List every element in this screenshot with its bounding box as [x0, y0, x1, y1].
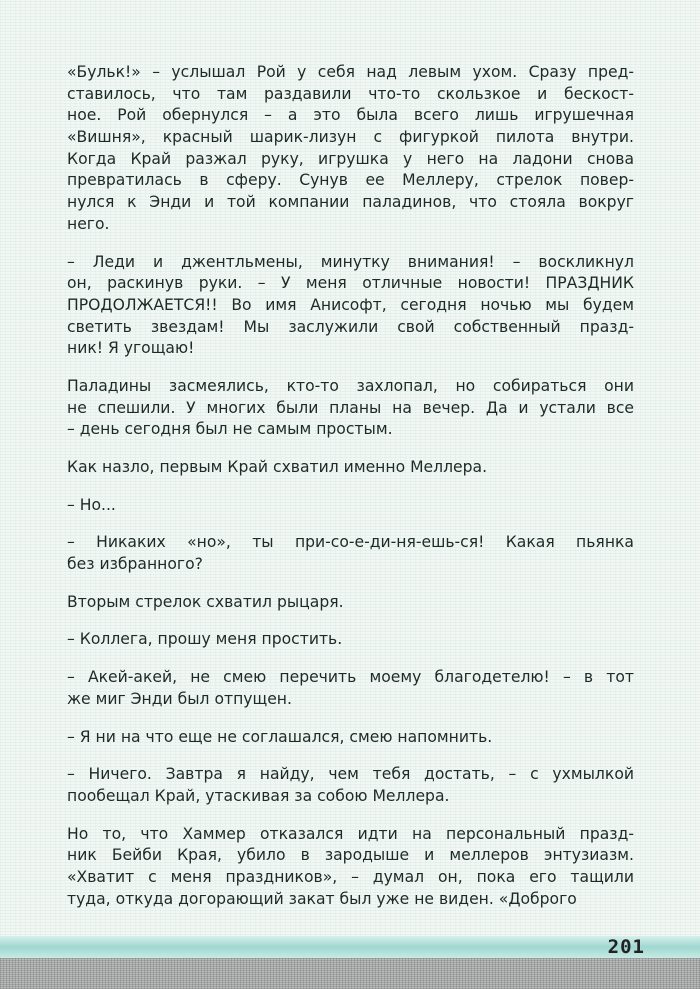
paragraph	[67, 376, 634, 441]
text-line: Как назло, первым Край схватил именно Меллера.	[67, 458, 488, 476]
text-line: – Но...	[67, 495, 116, 514]
text-line: пообещал Край, утаскивая за собою Меллера.	[67, 786, 450, 805]
paragraph	[67, 667, 634, 710]
text-line: – Акей-акей, не смею перечить моему благодетелю! – в тот	[67, 668, 634, 687]
text-line: нулся к Энди и той компании паладинов, что стояла вокруг	[67, 193, 634, 212]
text-line: – Коллега, прошу меня простить.	[67, 630, 343, 649]
text-line: Вторым стрелок схватил рыцаря.	[67, 592, 344, 611]
text-line: – Я ни на что еще не соглашался, смею напомнить.	[67, 727, 493, 746]
paragraph	[67, 252, 634, 360]
text-line: туда, откуда догорающий закат был уже не виден. «Доброго	[67, 889, 577, 908]
page-body-text	[67, 62, 634, 926]
text-line: ное. Рой обернулся – а это была всего лишь игрушечная	[67, 106, 634, 125]
paragraph	[67, 62, 634, 236]
text-line: превратилась в сферу. Сунув ее Меллеру, стрелок повер-	[67, 171, 634, 190]
text-line: – Ничего. Завтра я найду, чем тебя достать, – с ухмылкой	[67, 765, 634, 784]
paragraph	[67, 495, 634, 517]
text-line: он, раскинув руки. – У меня отличные новости! ПРАЗДНИК	[67, 274, 634, 293]
text-line: «Вишня», красный шарик-лизун с фигуркой пилота внутри.	[67, 128, 634, 147]
page-number: 201	[607, 936, 645, 958]
footer-noise-strip	[0, 958, 700, 989]
paragraph	[67, 824, 634, 911]
text-line: – день сегодня был не самым простым.	[67, 420, 393, 439]
text-line: Когда Край разжал руку, игрушка у него на ладони снова	[67, 149, 634, 168]
text-line: не спешили. У многих были планы на вечер. Да и устали все	[67, 398, 634, 417]
paragraph	[67, 592, 634, 614]
text-line: Но то, что Хаммер отказался идти на персональный празд-	[67, 824, 634, 843]
text-line: Паладины засмеялись, кто-то захлопал, но собираться они	[67, 376, 634, 395]
text-line: ник Бейби Края, убило в зародыше и меллеров энтузиазм.	[67, 846, 634, 865]
text-line: него.	[67, 214, 110, 233]
paragraph	[67, 629, 634, 651]
text-line: – Никаких «но», ты при-со-е-ди-ня-ешь-ся! Какая пьянка	[67, 533, 634, 552]
text-line: «Бульк!» – услышал Рой у себя над левым ухом. Сразу пред-	[67, 63, 634, 81]
text-line: же миг Энди был отпущен.	[67, 689, 292, 708]
paragraph	[67, 727, 634, 749]
text-line: «Хватит с меня праздников», – думал он, пока его тащили	[67, 867, 634, 886]
paragraph	[67, 532, 634, 575]
paragraph	[67, 764, 634, 807]
text-line: – Леди и джентльмены, минутку внимания! – воскликнул	[67, 252, 634, 271]
text-line: ставилось, что там раздавили что-то скользкое и бескост-	[67, 84, 634, 103]
text-line: ПРОДОЛЖАЕТСЯ!! Во имя Анисофт, сегодня ночью мы будем	[67, 295, 634, 314]
footer-band	[0, 936, 700, 958]
text-line: светить звездам! Мы заслужили свой собственный празд-	[67, 317, 634, 336]
text-line: без избранного?	[67, 555, 203, 574]
text-line: ник! Я угощаю!	[67, 339, 195, 358]
paragraph	[67, 457, 634, 479]
